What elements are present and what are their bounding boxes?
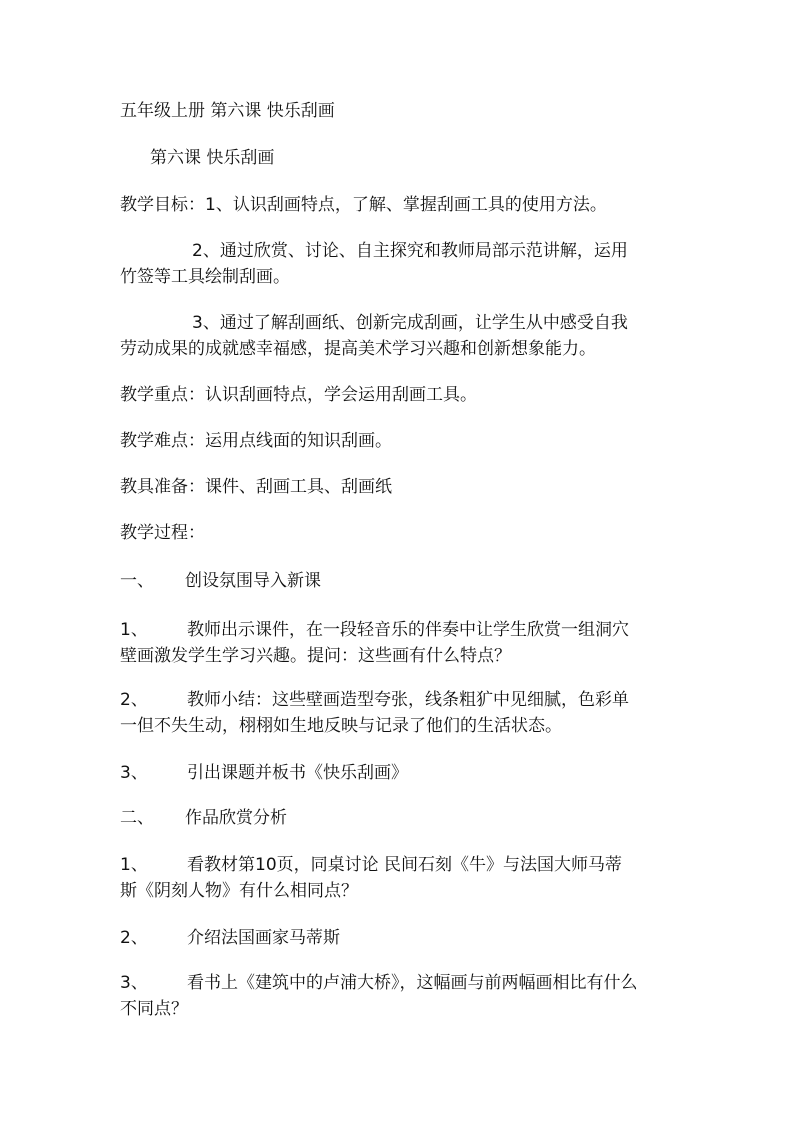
section1-item1-line2: 壁画激发学生学习兴趣。提问：这些画有什么特点？ [120, 646, 511, 666]
section2-item1-num: 1、 [120, 855, 148, 875]
section2-item1-line1: 看教材第10页，同桌讨论 民间石刻《牛》与法国大师马蒂 [187, 855, 623, 875]
section1-number: 一、 [120, 571, 154, 591]
objective-2-line1: 2、通过欣赏、讨论、自主探究和教师局部示范讲解，运用 [192, 241, 628, 261]
objectives-label: 教学目标： [120, 195, 205, 215]
objective-3-line1: 3、通过了解刮画纸、创新完成刮画，让学生从中感受自我 [192, 313, 628, 333]
section1-item1-line1: 教师出示课件，在一段轻音乐的伴奏中让学生欣赏一组洞穴 [187, 620, 629, 640]
section2-item3-line2: 不同点？ [120, 999, 188, 1019]
section1-item2-line1: 教师小结：这些壁画造型夸张，线条粗犷中见细腻，色彩单 [187, 690, 629, 710]
objective-3-line2: 劳动成果的成就感幸福感，提高美术学习兴趣和创新想象能力。 [120, 339, 596, 359]
section1-title: 创设氛围导入新课 [185, 571, 321, 591]
objective-1-text: 1、认识刮画特点，了解、掌握刮画工具的使用方法。 [205, 195, 607, 215]
section1-item1-num: 1、 [120, 620, 148, 640]
section1-item3-line1: 引出课题并板书《快乐刮画》 [187, 763, 408, 783]
objective-1 [120, 192, 607, 218]
section2-item2-num: 2、 [120, 928, 148, 948]
difficult-point: 教学难点：运用点线面的知识刮画。 [120, 431, 392, 451]
section1-item2-line2: 一但不失生动，栩栩如生地反映与记录了他们的生活状态。 [120, 716, 562, 736]
process-label: 教学过程： [120, 523, 205, 543]
section2-item3-num: 3、 [120, 973, 148, 993]
doc-title: 五年级上册 第六课 快乐刮画 [120, 101, 335, 121]
section1-item2-num: 2、 [120, 690, 148, 710]
lesson-title: 第六课 快乐刮画 [150, 148, 275, 168]
section2-item1-line2: 斯《阴刻人物》有什么相同点？ [120, 881, 358, 901]
objective-2-line2: 竹签等工具绘制刮画。 [120, 267, 290, 287]
section2-number: 二、 [120, 808, 154, 828]
section2-item3-line1: 看书上《建筑中的卢浦大桥》，这幅画与前两幅画相比有什么 [187, 973, 638, 993]
section2-item2-line1: 介绍法国画家马蒂斯 [187, 928, 340, 948]
section2-title: 作品欣赏分析 [185, 808, 287, 828]
materials: 教具准备：课件、刮画工具、刮画纸 [120, 477, 392, 497]
section1-item3-num: 3、 [120, 763, 148, 783]
key-point: 教学重点：认识刮画特点，学会运用刮画工具。 [120, 385, 477, 405]
